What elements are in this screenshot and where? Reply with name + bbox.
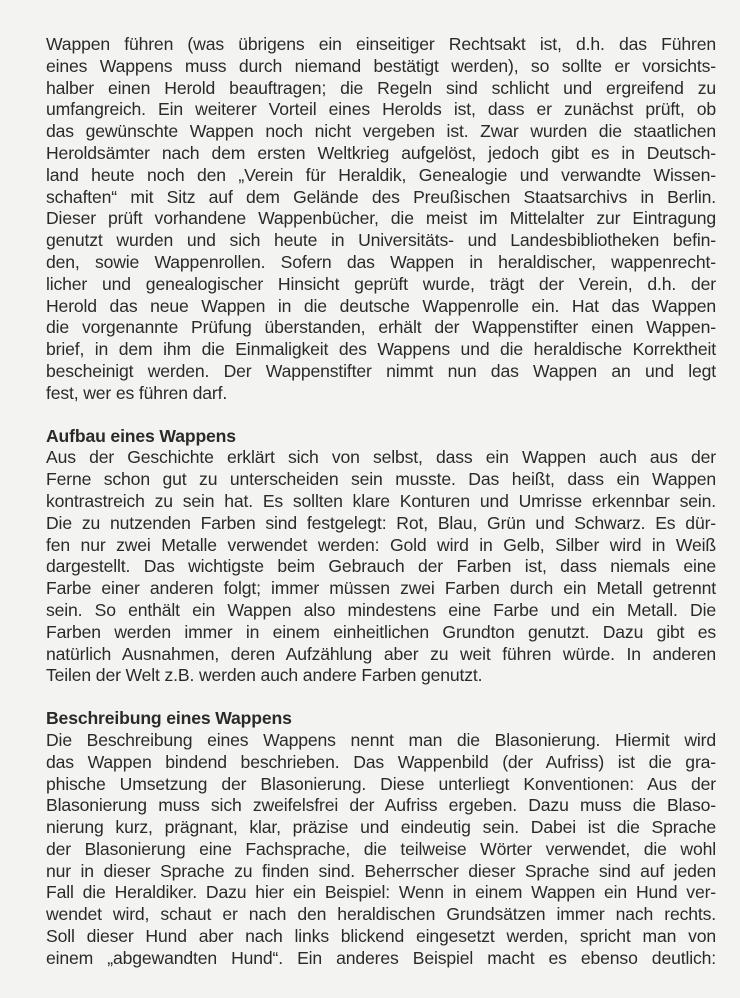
text-line: einem „abgewandten Hund“. Ein anderes Beispiel macht es ebenso deutlich: xyxy=(46,947,716,968)
text-line: umfangreich. Ein weiterer Vorteil eines Herolds ist, dass er zunächst prüft, ob xyxy=(46,99,716,120)
text-line: halber einen Herold beauftragen; die Regeln sind schlicht und ergreifend zu xyxy=(46,77,716,98)
text-line: die vorgenannte Prüfung überstanden, erhält der Wappenstifter einen Wappen- xyxy=(46,317,716,338)
text-line: genutzt wurden und sich heute in Universitäts- und Landesbibliotheken befin- xyxy=(46,230,716,251)
text-line: den, sowie Wappenrollen. Sofern das Wappen in heraldischer, wappenrecht- xyxy=(46,251,716,272)
text-line: Teilen der Welt z.B. werden auch andere Farben genutzt. xyxy=(46,665,483,686)
text-line: land heute noch den „Verein für Heraldik, Genealogie und verwandte Wissen- xyxy=(46,164,716,185)
text-line: das gewünschte Wappen noch nicht vergeben ist. Zwar wurden die staatlichen xyxy=(46,121,716,142)
text-line: Soll dieser Hund aber nach links blickend eingesetzt werden, spricht man von xyxy=(46,926,716,947)
text-line: Dieser prüft vorhandene Wappenbücher, die meist im Mittelalter zur Eintragung xyxy=(46,208,716,229)
text-line: Farben werden immer in einem einheitlichen Grundton genutzt. Dazu gibt es xyxy=(46,621,716,642)
text-line: bescheinigt werden. Der Wappenstifter nimmt nun das Wappen an und legt xyxy=(46,360,716,381)
text-line: Herold das neue Wappen in die deutsche Wappenrolle ein. Hat das Wappen xyxy=(46,295,716,316)
text-line: dargestellt. Das wichtigste beim Gebrauch der Farben ist, dass niemals eine xyxy=(46,556,716,577)
section-heading: Beschreibung eines Wappens xyxy=(46,708,292,729)
paragraph-intro xyxy=(46,34,716,405)
text-line: Die zu nutzenden Farben sind festgelegt: Rot, Blau, Grün und Schwarz. Es dür- xyxy=(46,512,716,533)
text-line: Farbe einer anderen folgt; immer müssen zwei Farben durch ein Metall getrennt xyxy=(46,578,716,599)
text-line: natürlich Ausnahmen, deren Aufzählung aber zu weit führen würde. In anderen xyxy=(46,643,716,664)
text-line: das Wappen bindend beschrieben. Das Wappenbild (der Aufriss) ist die gra- xyxy=(46,751,716,772)
text-line: Fall die Heraldiker. Dazu hier ein Beispiel: Wenn in einem Wappen ein Hund ver- xyxy=(46,882,716,903)
text-line: schaften“ mit Sitz auf dem Gelände des Preußischen Staatsarchivs in Berlin. xyxy=(46,186,716,207)
text-line: Ferne schon gut zu unterscheiden sein musste. Das heißt, dass ein Wappen xyxy=(46,469,716,490)
text-line: Die Beschreibung eines Wappens nennt man die Blasonierung. Hiermit wird xyxy=(46,729,716,750)
text-line: eines Wappens muss durch niemand bestätigt werden), so sollte er vorsichts- xyxy=(46,55,716,76)
section-aufbau xyxy=(46,426,716,688)
text-line: Aus der Geschichte erklärt sich von selbst, dass ein Wappen auch aus der xyxy=(46,447,716,468)
section-beschreibung xyxy=(46,708,716,970)
section-heading: Aufbau eines Wappens xyxy=(46,425,236,446)
text-line: nur in dieser Sprache zu finden sind. Beherrscher dieser Sprache sind auf jeden xyxy=(46,860,716,881)
text-line: sein. So enthält ein Wappen also mindestens eine Farbe und ein Metall. Die xyxy=(46,599,716,620)
text-line: wendet wird, schaut er nach den heraldischen Grundsätzen immer nach rechts. xyxy=(46,904,716,925)
text-line: brief, in dem ihm die Einmaligkeit des Wappens und die heraldische Korrektheit xyxy=(46,339,716,360)
text-line: licher und genealogischer Hinsicht geprüft wurde, trägt der Verein, d.h. der xyxy=(46,273,716,294)
text-line: kontrastreich zu sein hat. Es sollten klare Konturen und Umrisse erkennbar sein. xyxy=(46,490,716,511)
text-line: Wappen führen (was übrigens ein einseitiger Rechtsakt ist, d.h. das Führen xyxy=(46,34,716,54)
text-line: phische Umsetzung der Blasonierung. Diese unterliegt Konventionen: Aus der xyxy=(46,773,716,794)
text-line: nierung kurz, prägnant, klar, präzise und eindeutig sein. Dabei ist die Sprache xyxy=(46,817,716,838)
text-line: Heroldsämter nach dem ersten Weltkrieg aufgelöst, jedoch gibt es in Deutsch- xyxy=(46,142,716,163)
text-line: der Blasonierung eine Fachsprache, die teilweise Wörter verwendet, die wohl xyxy=(46,838,716,859)
text-line: fen nur zwei Metalle verwendet werden: Gold wird in Gelb, Silber wird in Weiß xyxy=(46,534,716,555)
text-line: Blasonierung muss sich zweifelsfrei der Aufriss ergeben. Dazu muss die Blaso- xyxy=(46,795,716,816)
text-line: fest, wer es führen darf. xyxy=(46,382,228,403)
document-page xyxy=(46,34,716,970)
